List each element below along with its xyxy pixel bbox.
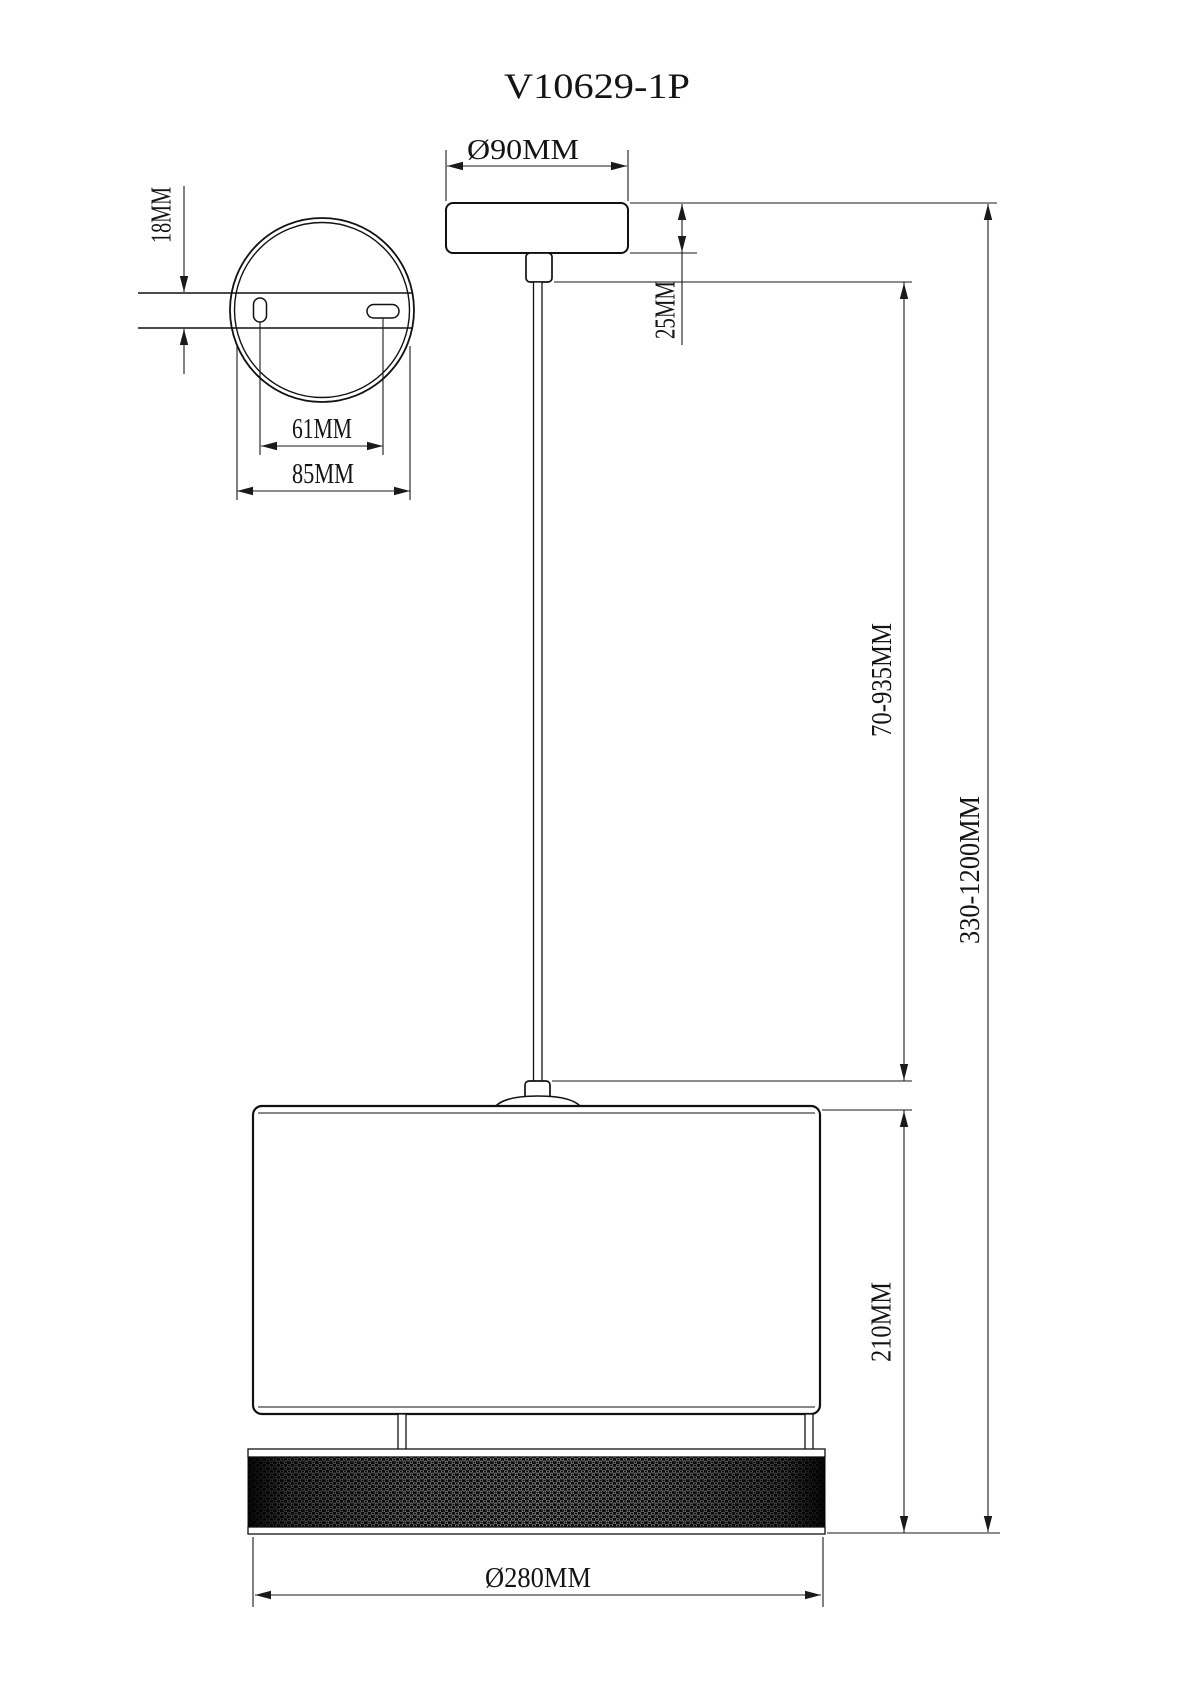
lamp-shade bbox=[253, 1106, 820, 1414]
mounting-slot-right bbox=[367, 305, 399, 319]
total-height-label: 330-1200MM bbox=[954, 781, 986, 944]
shade-diameter-label: Ø280MM bbox=[485, 1562, 591, 1594]
ceiling-canopy bbox=[446, 203, 628, 282]
rod-length-label: 70-935MM bbox=[866, 603, 898, 737]
shade-body bbox=[253, 1106, 820, 1414]
shade-height-label: 210MM bbox=[866, 1270, 898, 1362]
mesh-body-shading bbox=[248, 1457, 825, 1527]
mesh-top-rim bbox=[248, 1449, 825, 1457]
suspension-rod bbox=[534, 282, 543, 1082]
plate-width-label: 85MM bbox=[292, 459, 355, 490]
mesh-bottom-rim bbox=[248, 1527, 825, 1534]
dimension-rod-length bbox=[866, 282, 908, 1081]
plate-thickness-label: 18MM bbox=[146, 165, 178, 243]
canopy-connector bbox=[526, 253, 552, 282]
support-post-left bbox=[398, 1414, 406, 1450]
mesh-diffuser-ring bbox=[248, 1449, 825, 1534]
canopy-body bbox=[446, 203, 628, 253]
dimension-shade-height bbox=[867, 1110, 909, 1533]
dimension-canopy-height bbox=[651, 204, 687, 345]
dimension-shade-diameter bbox=[255, 1562, 821, 1599]
slot-spacing-label: 61MM bbox=[292, 414, 353, 445]
support-post-right bbox=[805, 1414, 813, 1450]
dimension-total-height bbox=[954, 204, 992, 1532]
product-code-title: V10629-1P bbox=[504, 66, 690, 106]
ceiling-plate-detail-view bbox=[138, 218, 414, 402]
canopy-diameter-label: Ø90MM bbox=[467, 134, 579, 166]
dimension-canopy-diameter bbox=[447, 134, 627, 170]
mounting-slot-left bbox=[254, 298, 267, 322]
canopy-height-label: 25MM bbox=[650, 261, 682, 339]
dimension-plate-thickness bbox=[146, 165, 189, 374]
